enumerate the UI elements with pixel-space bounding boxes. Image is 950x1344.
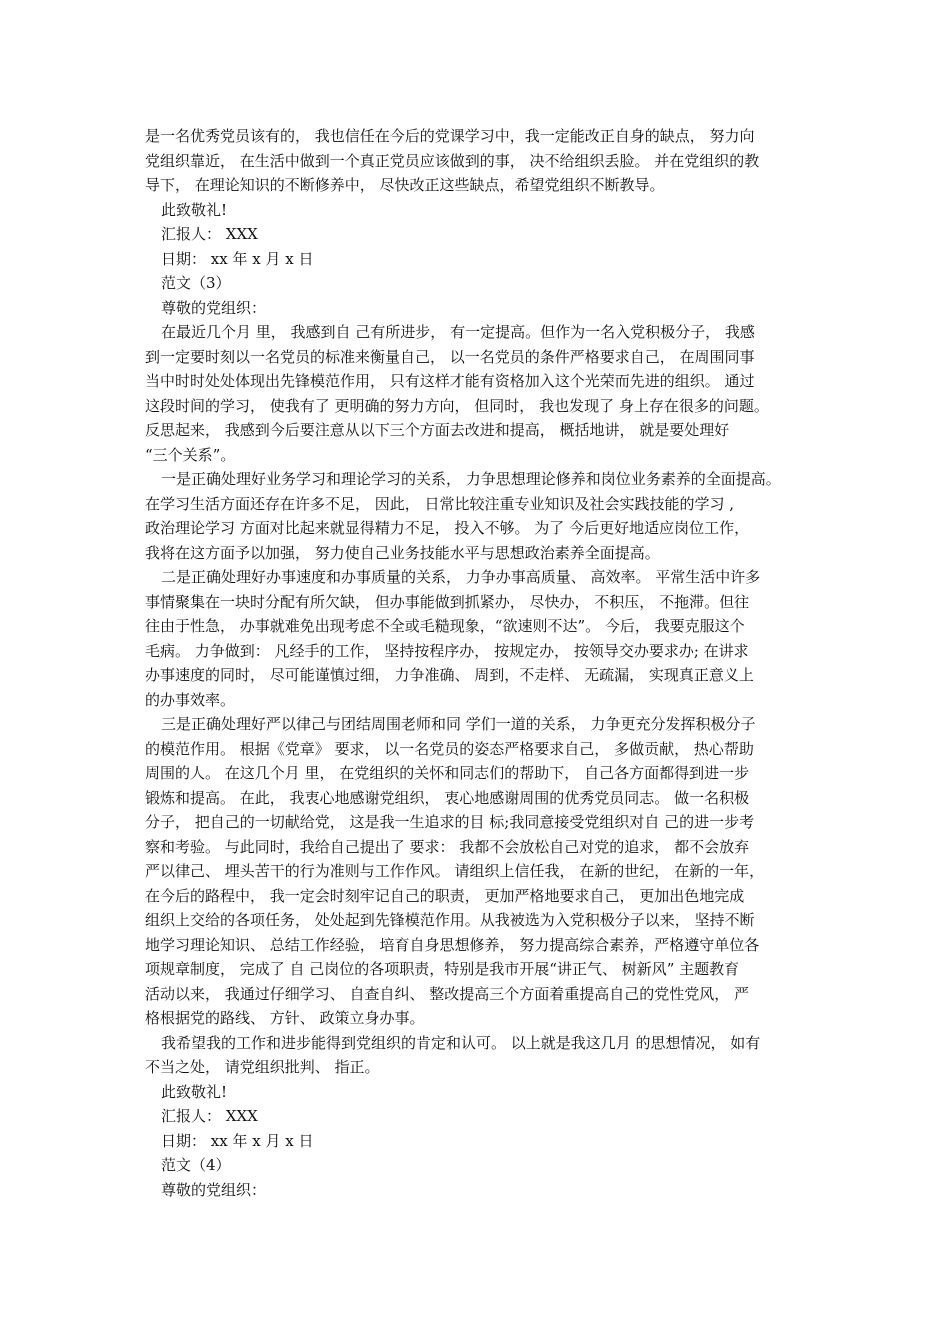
- text-line: 政治理论学习 方面对比起来就显得精力不足， 投入不够。 为了 今后更好地适应岗位工作，: [145, 519, 750, 537]
- text-line: 这段时间的学习， 使我有了 更明确的努力方向， 但同时， 我也发现了 身上存在很多的问题。: [145, 396, 769, 415]
- text-line: 严以律己、 埋头苦干的行为准则与工作作风。 请组织上信任我， 在新的世纪， 在新的一年，: [145, 862, 765, 880]
- reporter-line: 汇报人： XXX: [161, 1107, 258, 1125]
- text-line: 三是正确处理好严以律己与团结周围老师和同 学们一道的关系， 力争更充分发挥积极分子: [161, 715, 756, 733]
- text-line: “三个关系”。: [145, 445, 236, 464]
- text-line: 反思起来， 我感到今后要注意从以下三个方面去改进和提高， 概括地讲， 就是要处理好: [145, 421, 730, 439]
- text-line: 周围的人。 在这几个月 里， 在党组织的关怀和同志们的帮助下， 自己各方面都得到进一步: [145, 764, 750, 782]
- closing-salutation: 此致敬礼!: [161, 1082, 228, 1101]
- text-line: 地学习理论知识、 总结工作经验， 培育自身思想修养， 努力提高综合素养，严格遵守单位各: [145, 935, 760, 954]
- text-line: 锻炼和提高。 在此， 我衷心地感谢党组织， 衷心地感谢周围的优秀党员同志。 做一名积极: [145, 788, 750, 807]
- text-line: 一是正确处理好业务学习和理论学习的关系， 力争思想理论修养和岗位业务素养的全面提高。: [161, 470, 781, 488]
- reporter-line: 汇报人： XXX: [161, 225, 258, 243]
- text-line: 的办事效率。: [145, 690, 236, 709]
- text-line: 的模范作用。 根据《党章》 要求， 以一名党员的姿态严格要求自己， 多做贡献， 热心帮助: [145, 739, 754, 758]
- text-line: 到一定要时刻以一名党员的标准来衡量自己， 以一名党员的条件严格要求自己， 在周围同事: [145, 347, 755, 366]
- greeting-line: 尊敬的党组织：: [161, 298, 267, 317]
- date-line: 日期： xx 年 x 月 x 日: [161, 249, 314, 268]
- text-line: 在今后的路程中， 我一定会时刻牢记自己的职责， 更加严格地要求自己， 更加出色地完成: [145, 886, 745, 905]
- text-line: 察和考验。 与此同时，我给自己提出了 要求： 我都不会放松自己对党的追求， 都不会放弃: [145, 837, 750, 856]
- text-line: 党组织靠近， 在生活中做到一个真正党员应该做到的事， 决不给组织丢脸。 并在党组织的教: [145, 151, 760, 170]
- date-line: 日期： xx 年 x 月 x 日: [161, 1131, 314, 1150]
- closing-salutation: 此致敬礼!: [161, 200, 228, 219]
- text-line: 不当之处， 请党组织批判、 指正。: [145, 1058, 380, 1076]
- text-line: 格根据党的路线、 方针、 政策立身办事。: [145, 1009, 425, 1027]
- text-line: 分子， 把自己的一切献给党， 这是我一生追求的目 标;我同意接受党组织对自 己的进一步考: [145, 813, 755, 831]
- section-heading: 范文（4）: [161, 1156, 231, 1174]
- text-line: 项规章制度， 完成了 自 己岗位的各项职责，特别是我市开展“讲正气、 树新风” 主题教育: [145, 960, 740, 978]
- text-line: 是一名优秀党员该有的， 我也信任在今后的党课学习中，我一定能改正自身的缺点， 努力向: [145, 127, 755, 145]
- text-line: 在学习生活方面还存在许多不足， 因此， 日常比较注重专业知识及社会实践技能的学习 ,: [145, 494, 735, 513]
- section-heading: 范文（3）: [161, 274, 231, 292]
- text-line: 往由于性急， 办事就难免出现考虑不全或毛糙现象，“欲速则不达”。 今后， 我要克服这个: [145, 617, 745, 635]
- text-line: 导下， 在理论知识的不断修养中， 尽快改正这些缺点，希望党组织不断教导。: [145, 176, 665, 194]
- document-body: [145, 124, 813, 1202]
- text-line: 在最近几个月 里， 我感到自 己有所进步， 有一定提高。但作为一名入党积极分子， 我感: [161, 323, 755, 341]
- greeting-line: 尊敬的党组织：: [161, 1180, 267, 1199]
- text-line: 二是正确处理好办事速度和办事质量的关系， 力争办事高质量、 高效率。 平常生活中许多: [161, 568, 761, 586]
- text-line: 我希望我的工作和进步能得到党组织的肯定和认可。 以上就是我这几月 的思想情况， 如有: [161, 1033, 761, 1052]
- text-line: 当中时时处处体现出先锋模范作用， 只有这样才能有资格加入这个光荣而先进的组织。 通过: [145, 372, 755, 390]
- text-line: 组织上交给的各项任务， 处处起到先锋模范作用。从我被选为入党积极分子以来， 坚持不断: [145, 911, 755, 929]
- text-line: 毛病。 力争做到： 凡经手的工作， 坚持按程序办， 按规定办， 按领导交办要求办; 在讲求: [145, 641, 749, 660]
- text-line: 我将在这方面予以加强， 努力使自己业务技能水平与思想政治素养全面提高。: [145, 543, 660, 562]
- text-line: 活动以来， 我通过仔细学习、 自查自纠、 整改提高三个方面着重提高自己的党性党风， 严: [145, 984, 750, 1003]
- text-line: 事情聚集在一块时分配有所欠缺， 但办事能做到抓紧办， 尽快办， 不积压， 不拖滞。但往: [145, 592, 750, 611]
- text-line: 办事速度的同时， 尽可能谨慎过细， 力争准确、 周到，不走样、 无疏漏， 实现真正意义上: [145, 666, 754, 684]
